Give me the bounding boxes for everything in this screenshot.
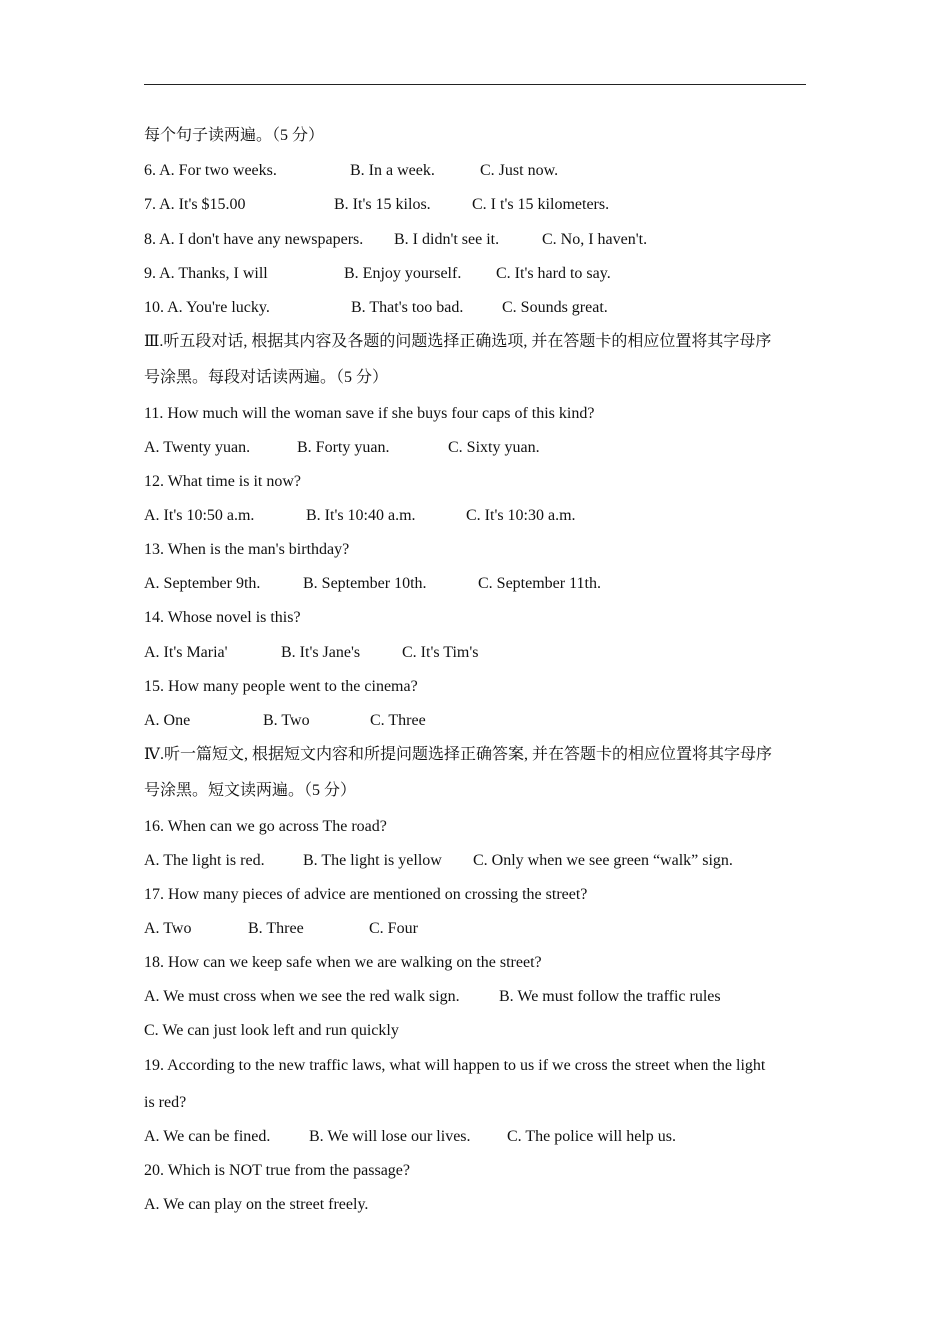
- q6-option-c: C. Just now.: [480, 162, 559, 179]
- question-18-text: 18. How can we keep safe when we are walking on the street?: [144, 954, 542, 971]
- q7-option-a: 7. A. It's $15.00: [144, 196, 246, 213]
- section4-heading-line1: Ⅳ.听一篇短文, 根据短文内容和所提问题选择正确答案, 并在答题卡的相应位置将其字母序: [144, 746, 772, 763]
- section3-heading-line1: Ⅲ.听五段对话, 根据其内容及各题的问题选择正确选项, 并在答题卡的相应位置将其字母序: [144, 333, 772, 350]
- q7-option-b: B. It's 15 kilos.: [334, 196, 431, 213]
- q15-option-a: A. One: [144, 712, 191, 729]
- q16-option-b: B. The light is yellow: [303, 852, 442, 869]
- question-11-text: 11. How much will the woman save if she buys four caps of this kind?: [144, 405, 595, 422]
- q11-option-a: A. Twenty yuan.: [144, 439, 251, 456]
- q15-option-c: C. Three: [370, 712, 426, 729]
- q11-option-c: C. Sixty yuan.: [448, 439, 540, 456]
- q11-option-b: B. Forty yuan.: [297, 439, 390, 456]
- question-16-text: 16. When can we go across The road?: [144, 818, 387, 835]
- q18-option-c: C. We can just look left and run quickly: [144, 1022, 399, 1039]
- q8-option-c: C. No, I haven't.: [542, 231, 648, 248]
- q8-option-b: B. I didn't see it.: [394, 231, 500, 248]
- q19-option-c: C. The police will help us.: [507, 1128, 677, 1145]
- q15-option-b: B. Two: [263, 712, 310, 729]
- q10-option-a: 10. A. You're lucky.: [144, 299, 270, 316]
- q14-option-a: A. It's Maria': [144, 644, 228, 661]
- q12-option-b: B. It's 10:40 a.m.: [306, 507, 416, 524]
- q19-option-b: B. We will lose our lives.: [309, 1128, 471, 1145]
- q6-option-a: 6. A. For two weeks.: [144, 162, 277, 179]
- section4-heading-line2: 号涂黑。短文读两遍。（5 分）: [144, 782, 357, 799]
- q9-option-c: C. It's hard to say.: [496, 265, 611, 282]
- q13-option-b: B. September 10th.: [303, 575, 427, 592]
- q18-option-b: B. We must follow the traffic rules: [499, 988, 721, 1005]
- q17-option-a: A. Two: [144, 920, 192, 937]
- q17-option-b: B. Three: [248, 920, 304, 937]
- q8-option-a: 8. A. I don't have any newspapers.: [144, 231, 364, 248]
- q7-option-c: C. I t's 15 kilometers.: [472, 196, 610, 213]
- q13-option-a: A. September 9th.: [144, 575, 261, 592]
- q13-option-c: C. September 11th.: [478, 575, 601, 592]
- q9-option-b: B. Enjoy yourself.: [344, 265, 462, 282]
- q12-option-c: C. It's 10:30 a.m.: [466, 507, 576, 524]
- section2-instruction-tail: 每个句子读两遍。（5 分）: [144, 127, 325, 144]
- q12-option-a: A. It's 10:50 a.m.: [144, 507, 255, 524]
- question-12-text: 12. What time is it now?: [144, 473, 302, 490]
- question-19-text-line1: 19. According to the new traffic laws, what will happen to us if we cross the street when the light: [144, 1057, 766, 1074]
- q14-option-c: C. It's Tim's: [402, 644, 479, 661]
- q14-option-b: B. It's Jane's: [281, 644, 361, 661]
- q19-option-a: A. We can be fined.: [144, 1128, 271, 1145]
- question-17-text: 17. How many pieces of advice are mentioned on crossing the street?: [144, 886, 588, 903]
- question-20-text: 20. Which is NOT true from the passage?: [144, 1162, 411, 1179]
- q6-option-b: B. In a week.: [350, 162, 435, 179]
- q16-option-c: C. Only when we see green “walk” sign.: [473, 852, 733, 869]
- q10-option-b: B. That's too bad.: [351, 299, 464, 316]
- q18-option-a: A. We must cross when we see the red walk sign.: [144, 988, 460, 1005]
- header-rule: [144, 84, 806, 85]
- section3-heading-line2: 号涂黑。每段对话读两遍。（5 分）: [144, 369, 389, 386]
- q9-option-a: 9. A. Thanks, I will: [144, 265, 268, 282]
- q16-option-a: A. The light is red.: [144, 852, 265, 869]
- question-15-text: 15. How many people went to the cinema?: [144, 678, 418, 695]
- question-19-text-line2: is red?: [144, 1094, 187, 1111]
- question-14-text: 14. Whose novel is this?: [144, 609, 301, 626]
- q20-option-a: A. We can play on the street freely.: [144, 1196, 369, 1213]
- q17-option-c: C. Four: [369, 920, 418, 937]
- q10-option-c: C. Sounds great.: [502, 299, 608, 316]
- question-13-text: 13. When is the man's birthday?: [144, 541, 350, 558]
